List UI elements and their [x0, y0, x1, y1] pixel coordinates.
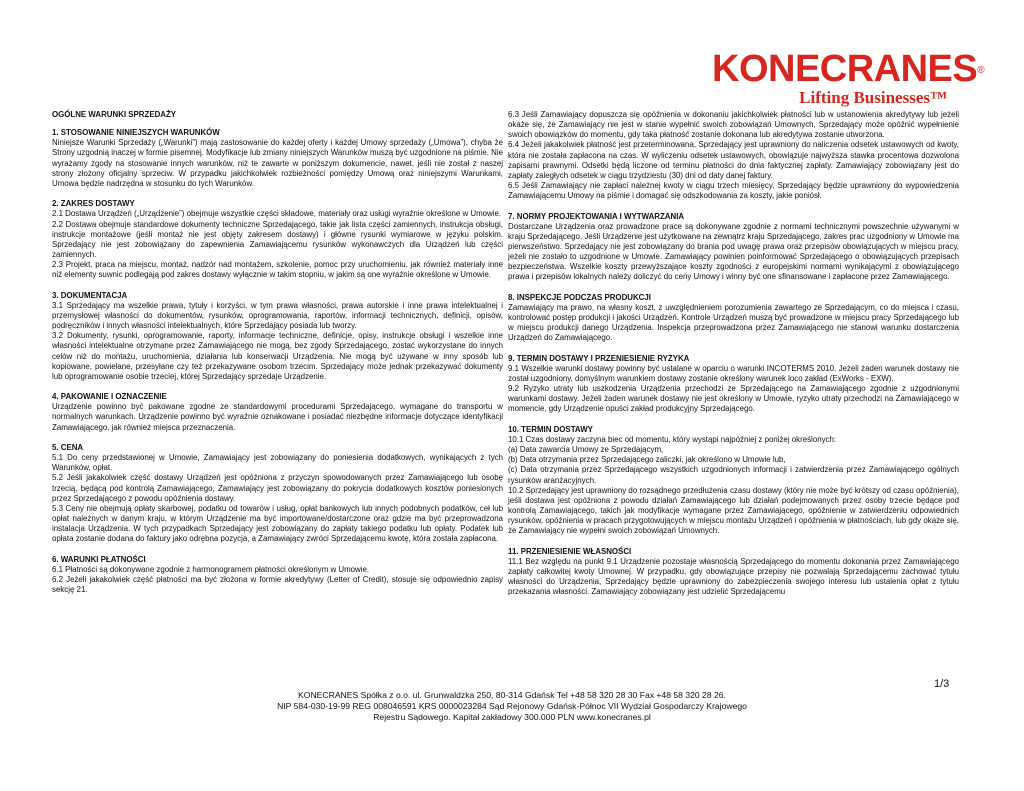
section-paragraph: 3.1 Sprzedający ma wszelkie prawa, tytuły i korzyści, w tym prawa własności, prawa autorskie i inne prawa intelektualnej i przemysłowej własności do dokumentów, rysunków, oprogramowania, raportów, informacji technicznych, definicji, opisów, podręczników i innych własności intelektualnych, które Sprzedający posiada lub tworzy. — [52, 300, 503, 331]
section — [508, 293, 959, 344]
document-title: OGÓLNE WARUNKI SPRZEDAŻY — [52, 110, 177, 119]
right-column — [508, 110, 959, 608]
section-paragraph: 6.1 Płatności są dokonywane zgodnie z harmonogramem płatności określonym w Umowie. — [52, 564, 370, 574]
section-paragraph: 5.2 Jeśli jakakolwiek część dostawy Urządzeń jest opóźniona z przyczyn spowodowanych przez Zamawiającego lub osobę trzecią, będącą pod kontrolą Zamawiającego, Zamawiający jest zobowiązany do pokrycia dodatkowych kosztów poniesionych przez Sprzedającego z powodu opóźnienia dostawy. — [52, 473, 503, 503]
section — [52, 443, 503, 545]
section — [508, 354, 959, 415]
footer-line-1: KONECRANES Spółka z o.o. ul. Grunwaldzka 250, 80-314 Gdańsk Tel +48 58 320 28 30 Fax +48 58 320 28 26. — [298, 690, 726, 700]
section-heading: 2. ZAKRES DOSTAWY — [52, 199, 135, 209]
section-paragraph: Niniejsze Warunki Sprzedaży („Warunki”) mają zastosowanie do każdej oferty i każdej Umowy sprzedaży („Umowa”), chyba że Strony uzgodnią inaczej w formie pisemnej. Modyfikacje lub zmiany niniejszych Warunków muszą być uzgodnione na piśmie. Nie wyrażamy zgody na stosowanie innych warunków, niż te zawarte w poniższym dokumencie, nawet, jeśli nie został z naszej strony złożony oficjalny sprzeciw. W przypadku jakichkolwiek rozbieżności pomiędzy Umową oraz niniejszymi Warunkami, Umowa będzie nadrzędna w stosunku do tych Warunków. — [52, 138, 503, 188]
section-paragraph: Dostarczane Urządzenia oraz prowadzone prace są dokonywane zgodnie z normami technicznymi powszechnie używanymi w kraju Sprzedającego. Jeśli Urządzenie jest użytkowane na zewnątrz kraju Sprzedającego, zakres prac uzgodniony w Umowie ma pierwszeństwo. Sprzedający nie jest zobowiązany do brania pod uwagę prawa oraz przepisów obowiązujących w miejscu pracy, jeżeli nie zostało to uzgodnione w Umowie. Zamawiający powinien poinformować Sprzedającego o obowiązujących przepisach bezpieczeństwa. Wszelkie koszty przewyższające koszty zgodności z europejskimi normami wynikającymi z obowiązującego prawa i przepisów lokalnych należy doliczyć do ceny Umowy i winny być one sfinansowane i zapłacone przez Zamawiającego. — [508, 221, 959, 282]
section-heading: 9. TERMIN DOSTAWY I PRZENIESIENIE RYZYKA — [508, 353, 690, 363]
section-paragraph: 5.3 Ceny nie obejmują opłaty skarbowej, podatku od towarów i usług, opłat bankowych lub innych podobnych podatków, ceł lub opłat należnych w danym kraju, w którym Urządzenie ma być importowane/dostarczone oraz gdzie ma być przeprowadzona instalacja Urządzenia. W tych przypadkach Sprzedający jest zobowiązany do zapłaty takiego podatku lub opłaty. Podatek lub opłata zostanie dodana do faktury jako odrębna pozycja, a Zamawiający zwróci Sprzedającemu kwotę, która została zapłacona. — [52, 503, 503, 544]
left-column — [52, 110, 503, 605]
section-paragraph: (b) Data otrzymania przez Sprzedającego zaliczki, jak określono w Umowie lub, — [508, 455, 786, 465]
section-paragraph: 10.1 Czas dostawy zaczyna biec od momentu, który wystąpi najpóźniej z poniżej określonych: — [508, 434, 837, 444]
section — [508, 547, 959, 598]
section-paragraph: Urządzenie powinno być pakowane zgodne ze standardowymi procedurami Sprzedającego, wymagane do transportu w normalnych warunkach. Urządzenie powinno być wyraźnie oznakowane i posiadać niezbędne informacje dotyczące identyfikacji Zamawiającego, jak również miejsca przeznaczenia. — [52, 402, 503, 432]
footer-line-3: Rejestru Sądowego. Kapitał zakładowy 300.000 PLN www.konecranes.pl — [373, 712, 651, 722]
section-paragraph: 6.5 Jeśli Zamawiający nie zapłaci należnej kwoty w ciągu trzech miesięcy, Sprzedający będzie uprawniony do wypowiedzenia Zamawiającemu Umowy na piśmie i domagać się odszkodowania za koszty, jakie poniósł. — [508, 181, 959, 201]
section-paragraph: 6.3 Jeśli Zamawiający dopuszcza się opóźnienia w dokonaniu jakichkolwiek płatności lub w ustanowienia akredytywy lub jeżeli okaże się, że Zamawiający nie jest w stanie wypełnić swoich zobowiązań Umownych, Sprzedający może opóźnić wypełnienie swoich obowiązków do momentu, gdy taka płatność zostanie dokonana lub akredytywa zostanie utworzona. — [508, 110, 959, 140]
section — [508, 425, 959, 537]
section — [52, 392, 503, 433]
logo-tagline: Lifting Businesses™ — [799, 88, 947, 107]
section — [52, 291, 503, 382]
section-paragraph: 6.4 Jeżeli jakakolwiek płatność jest przeterminowana, Sprzedający jest uprawniony do naliczenia odsetek ustawowych od kwoty, która nie została zapłacona na czas. W wyliczeniu odsetek ustawowych, obowiązuje najwyższa stawka procentowa dozwolona zapisami prawnymi. Odsetki będą liczone od terminu płatności do dnia faktycznej zapłaty. Zamawiający zobowiązany jest do zapłaty zaległych odsetek w ciągu trzydziestu (30) dni od daty danej faktury. — [508, 140, 959, 180]
section-heading: 7. NORMY PROJEKTOWANIA I WYTWARZANIA — [508, 211, 685, 221]
section-paragraph: 2.1 Dostawa Urządzeń („Urządzenie”) obejmuje wszystkie części składowe, materiały oraz usługi wyraźnie określone w Umowie. — [52, 209, 502, 219]
section-paragraph: (c) Data otrzymania przez Sprzedającego wszystkich uzgodnionych informacji i zatwierdzenia przez Zamawiającego ogólnych rysunków aranżacyjnych. — [508, 465, 959, 485]
section-paragraph: 9.2 Ryzyko utraty lub uszkodzenia Urządzenia przechodzi ze Sprzedającego na Zamawiającego zgodnie z uzgodnionymi warunkami dostawy. Jeżeli żaden warunek dostawy nie jest określony w Umowie, ryzyko utraty przechodzi na Zamawiającego w momencie, gdy Urządzenie opuści zakład produkcyjny Sprzedającego. — [508, 384, 959, 414]
section-heading: 5. CENA — [52, 442, 84, 452]
section-paragraph: Zamawiający ma prawo, na własny koszt, z uwzględnieniem porozumienia zawartego ze Sprzedającym, co do miejsca i czasu, kontrolować postęp produkcji i jakości Urządzeń. Kontrole Urządzeń muszą być prowadzone w miejscu pracy Sprzedającego lub w miejscu produkcji danego Urządzenia. Inspekcja przeprowadzona przez Zamawiającego nie stanowi warunku dostarczenia Urządzeń do Zamawiającego. — [508, 302, 959, 343]
section-paragraph: 11.1 Bez względu na punkt 9.1 Urządzenie pozostaje własnością Sprzedającego do momentu dokonania przez Zamawiającego zapłaty całkowitej kwoty Umownej. W przypadku, gdy obowiązujące przepisy nie pozwalają Sprzedającemu zachować tytułu własności do Urządzenia, Sprzedający będzie uprawniony do zabezpieczenia swojego interesu lub ustalenia opłat z tytułu przekazania własności. Zamawiający zobowiązany jest udzielić Sprzedającemu — [508, 556, 959, 597]
section-heading: 4. PAKOWANIE I OZNACZENIE — [52, 392, 167, 402]
section-heading: 8. INSPEKCJE PODCZAS PRODUKCJI — [508, 292, 651, 302]
section — [52, 128, 503, 189]
section-paragraph: 2.3 Projekt, praca na miejscu, montaż, nadzór nad montażem, szkolenie, pomoc przy uruchomieniu, jak również materiały inne niż elementy suwnic podlegają pod zakres dostawy wyłącznie w takim stopniu, w jakim są one wyraźnie określone w Umowie. — [52, 260, 503, 280]
section — [52, 555, 503, 596]
section-heading: 3. DOKUMENTACJA — [52, 290, 128, 300]
section-paragraph: 2.2 Dostawa obejmuje standardowe dokumenty techniczne Sprzedającego, takie jak lista części zamiennych, instrukcja obsługi, instrukcje montażowe (jeśli montaż nie jest objęty zakresem dostawy) i główne rysunki wymiarowe w języku polskim. Sprzedający nie jest zobowiązany do zapewnienia Zamawiającemu rysunków wykonawczych dla Urządzeń lub części zamiennych. — [52, 219, 503, 260]
section-heading: 10. TERMIN DOSTAWY — [508, 424, 593, 434]
company-logo — [712, 48, 985, 107]
section-paragraph: 9.1 Wszelkie warunki dostawy powinny być ustalane w oparciu o warunki INCOTERMS 2010. Jeżeli żaden warunek dostawy nie został uzgodniony, domyślnym warunkiem dostawy zostanie określony warunek loco zakład (ExWorks - EXW). — [508, 363, 959, 384]
section-paragraph: (a) Data zawarcia Umowy ze Sprzedającym, — [508, 445, 664, 455]
footer — [52, 690, 972, 723]
section-paragraph: 3.2 Dokumenty, rysunki, oprogramowanie, raporty, informacje techniczne, definicje, opisy, instrukcje obsługi i wszelkie inne własności intelektualne otrzymane przez Zamawiającego nie mogą, bez zgody Sprzedającego, zostać wykorzystane do innych celów niż do montażu, uruchomienia, działania lub konserwacji Urządzenia. Nie mogą być używane w inny sposób lub kopiowane, powielane, przesyłane czy też przekazywane osobom trzecim. Sprzedający może jednak przekazywać dokumenty lub oprogramowanie osobie trzeciej, której Sprzedający sprzedaje Urządzenie. — [52, 331, 503, 381]
section-paragraph: 6.2 Jeżeli jakakolwiek część płatności ma być złożona w formie akredytywy (Letter of Credit), stosuje się odpowiednio zapisy sekcję 21. — [52, 574, 503, 595]
section-paragraph: 5.1 Do ceny przedstawionej w Umowie, Zamawiający jest zobowiązany do poniesienia dodatkowych, wynikających z tych Warunków, opłat. — [52, 453, 503, 473]
section-heading: 11. PRZENIESIENIE WŁASNOŚCI — [508, 546, 632, 556]
footer-line-2: NIP 584-030-19-99 REG 008046591 KRS 0000023284 Sąd Rejonowy Gdańsk-Północ VII Wydział Gospodarczy Krajowego — [277, 701, 747, 711]
section — [508, 110, 959, 201]
section — [52, 199, 503, 280]
section-heading: 1. STOSOWANIE NINIEJSZYCH WARUNKÓW — [52, 128, 220, 138]
logo-wordmark: KONECRANES® — [712, 48, 985, 90]
section-heading: 6. WARUNKI PŁATNOŚCI — [52, 554, 146, 564]
section — [508, 212, 959, 283]
page-number: 1/3 — [934, 678, 950, 690]
section-paragraph: 10.2 Sprzedający jest uprawniony do rozsądnego przedłużenia czasu dostawy (który nie może być krótszy od czasu opóźnienia), jeśli dostawa jest opóźniona z powodu działań Zamawiającego lub działań podejmowanych przez osoby trzecie będące pod kontrolą Zamawiającego, takich jak modyfikacje wymagane przez Zamawiającego, opóźnienie w zatwierdzeniu odpowiednich rysunków, opóźnienia w pracach przygotowujących w miejscu montażu Urządzeń i opóźnienia w płatnościach, lub gdy okaże się, że Zamawiający nie wypełni swoich zobowiązań Umownych. — [508, 485, 959, 536]
